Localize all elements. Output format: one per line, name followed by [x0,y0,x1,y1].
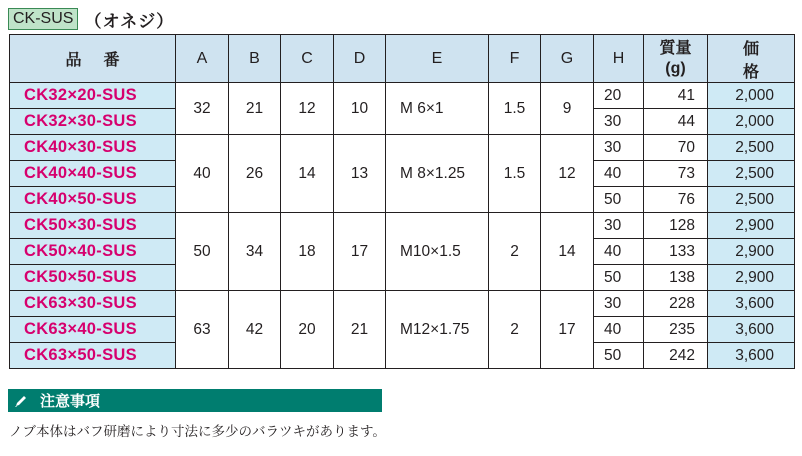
table-row [10,213,795,239]
dim-d-cell: 17 [334,213,386,291]
dim-h-cell: 30 [594,109,644,135]
part-number-cell: CK63×30-SUS [10,291,176,317]
thread-e-cell: M12×1.75 [386,291,489,369]
price-cell: 2,000 [708,109,795,135]
header-f: F [489,35,541,83]
dim-b-cell: 42 [229,291,281,369]
header-mass-label: 質量 [659,39,692,57]
dim-h-cell: 40 [594,317,644,343]
price-cell: 2,500 [708,187,795,213]
dim-f-cell: 1.5 [489,135,541,213]
pencil-icon [8,389,34,412]
dim-h-cell: 30 [594,135,644,161]
dim-f-cell: 2 [489,213,541,291]
part-number-cell: CK50×30-SUS [10,213,176,239]
mass-cell: 41 [644,83,708,109]
dim-c-cell: 18 [281,213,334,291]
dim-d-cell: 10 [334,83,386,135]
dim-f-cell: 2 [489,291,541,369]
mass-cell: 242 [644,343,708,369]
dim-h-cell: 50 [594,343,644,369]
header-a: A [176,35,229,83]
dim-h-cell: 20 [594,83,644,109]
mass-cell: 76 [644,187,708,213]
dim-h-cell: 50 [594,265,644,291]
product-type-label: （オネジ） [84,11,175,31]
price-cell: 2,900 [708,265,795,291]
part-number-cell: CK63×50-SUS [10,343,176,369]
dim-d-cell: 13 [334,135,386,213]
dim-h-cell: 30 [594,213,644,239]
dim-c-cell: 14 [281,135,334,213]
table-header-row [10,35,795,83]
mass-cell: 128 [644,213,708,239]
mass-cell: 44 [644,109,708,135]
dim-d-cell: 21 [334,291,386,369]
mass-cell: 73 [644,161,708,187]
dim-h-cell: 30 [594,291,644,317]
thread-e-cell: M 6×1 [386,83,489,135]
header-e: E [386,35,489,83]
header-mass [644,35,708,83]
dim-h-cell: 40 [594,239,644,265]
dim-a-cell: 32 [176,83,229,135]
header-c: C [281,35,334,83]
price-cell: 2,500 [708,161,795,187]
header-d: D [334,35,386,83]
price-cell: 3,600 [708,291,795,317]
dim-b-cell: 26 [229,135,281,213]
header-mass-unit: (g) [665,59,686,77]
thread-e-cell: M10×1.5 [386,213,489,291]
price-cell: 2,900 [708,239,795,265]
product-series-tag: CK-SUS [8,8,78,30]
title-row [8,7,174,31]
caution-text: ノブ本体はバフ研磨により寸法に多少のバラツキがあります。 [9,424,386,439]
part-number-cell: CK40×40-SUS [10,161,176,187]
table-row [10,135,795,161]
part-number-cell: CK32×20-SUS [10,83,176,109]
caution-title: 注意事項 [40,393,101,410]
header-b: B [229,35,281,83]
dim-c-cell: 20 [281,291,334,369]
dim-g-cell: 17 [541,291,594,369]
dim-g-cell: 12 [541,135,594,213]
part-number-cell: CK40×50-SUS [10,187,176,213]
part-number-cell: CK63×40-SUS [10,317,176,343]
dim-g-cell: 9 [541,83,594,135]
caution-header-bar [8,389,382,412]
header-price: 価格 [708,35,795,83]
part-number-cell: CK50×40-SUS [10,239,176,265]
table-row [10,83,795,109]
dim-b-cell: 21 [229,83,281,135]
dim-g-cell: 14 [541,213,594,291]
thread-e-cell: M 8×1.25 [386,135,489,213]
dim-c-cell: 12 [281,83,334,135]
header-part-number: 品番 [10,35,176,83]
part-number-cell: CK40×30-SUS [10,135,176,161]
dim-h-cell: 50 [594,187,644,213]
price-cell: 2,900 [708,213,795,239]
header-h: H [594,35,644,83]
price-cell: 2,500 [708,135,795,161]
part-number-cell: CK50×50-SUS [10,265,176,291]
price-cell: 3,600 [708,343,795,369]
dim-f-cell: 1.5 [489,83,541,135]
mass-cell: 133 [644,239,708,265]
mass-cell: 235 [644,317,708,343]
mass-cell: 70 [644,135,708,161]
dim-a-cell: 50 [176,213,229,291]
spec-table [9,34,795,369]
mass-cell: 228 [644,291,708,317]
mass-cell: 138 [644,265,708,291]
dim-a-cell: 40 [176,135,229,213]
price-cell: 3,600 [708,317,795,343]
table-row [10,291,795,317]
header-g: G [541,35,594,83]
part-number-cell: CK32×30-SUS [10,109,176,135]
dim-h-cell: 40 [594,161,644,187]
dim-a-cell: 63 [176,291,229,369]
dim-b-cell: 34 [229,213,281,291]
price-cell: 2,000 [708,83,795,109]
